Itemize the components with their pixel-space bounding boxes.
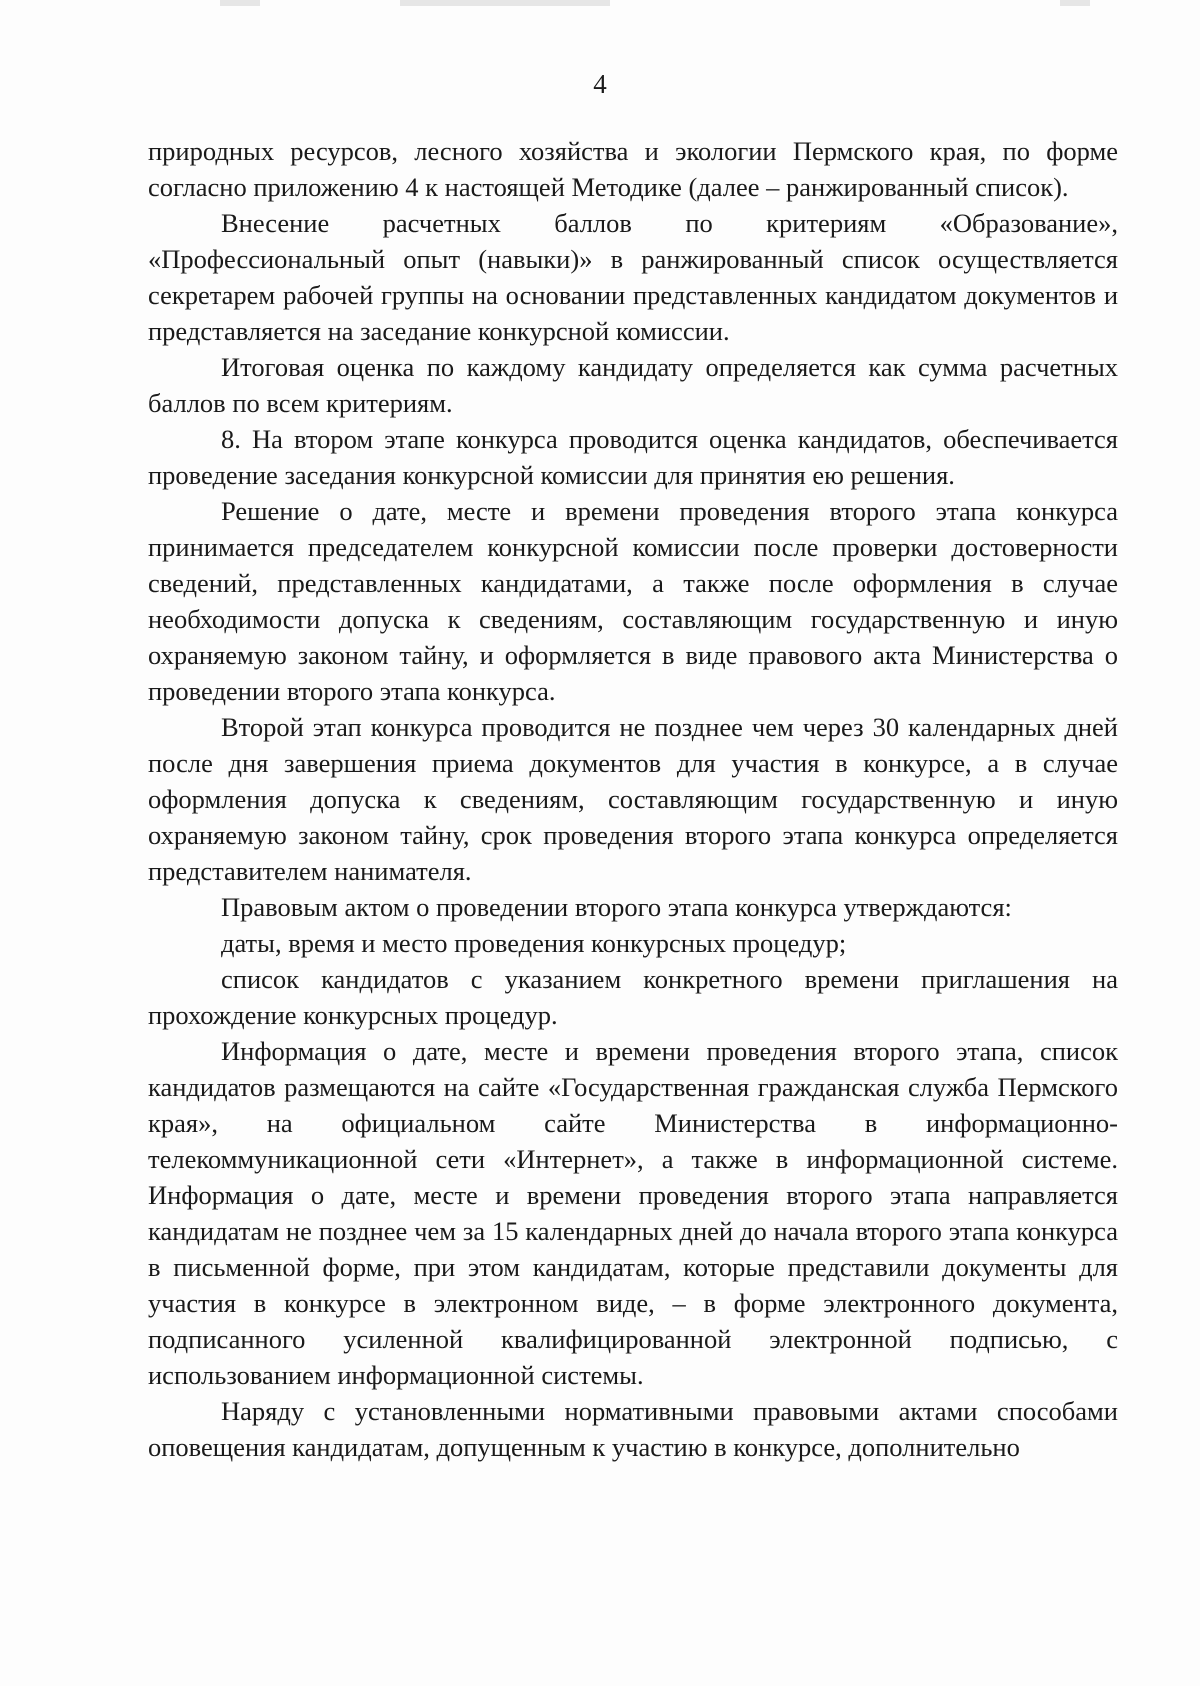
scan-artifact <box>1060 0 1090 6</box>
paragraph: список кандидатов с указанием конкретного времени приглашения на прохождение конкурсных процедур. <box>148 964 1118 1030</box>
paragraph: Правовым актом о проведении второго этапа конкурса утверждаются: <box>221 892 1012 922</box>
paragraph: Наряду с установленными нормативными правовыми актами способами оповещения кандидатам, допущенным к участию в конкурсе, дополнительно <box>148 1396 1118 1462</box>
paragraph: даты, время и место проведения конкурсных процедур; <box>221 928 847 958</box>
paragraph: Решение о дате, месте и времени проведения второго этапа конкурса принимается председателем конкурсной комиссии после проверки достоверности сведений, представленных кандидатами, а также после оформления в случае необходимости допуска к сведениям, составляющим государственную и иную охраняемую законом тайну, и оформляется в виде правового акта Министерства о проведении второго этапа конкурса. <box>148 496 1118 706</box>
page-number: 4 <box>593 69 607 99</box>
scan-artifact <box>220 0 260 6</box>
document-body <box>148 133 1118 1465</box>
paragraph: Второй этап конкурса проводится не позднее чем через 30 календарных дней после дня завершения приема документов для участия в конкурсе, а в случае оформления допуска к сведениям, составляющим государственную и иную охраняемую законом тайну, срок проведения второго этапа конкурса определяется представителем нанимателя. <box>148 712 1118 886</box>
paragraph: Внесение расчетных баллов по критериям «Образование», «Профессиональный опыт (навыки)» в ранжированный список осуществляется секретарем рабочей группы на основании представленных кандидатом документов и представляется на заседание конкурсной комиссии. <box>148 208 1118 346</box>
paragraph: Итоговая оценка по каждому кандидату определяется как сумма расчетных баллов по всем критериям. <box>148 352 1118 418</box>
scan-artifact <box>400 0 610 6</box>
paragraph: 8. На втором этапе конкурса проводится оценка кандидатов, обеспечивается проведение заседания конкурсной комиссии для принятия ею решения. <box>148 424 1118 490</box>
paragraph: Информация о дате, месте и времени проведения второго этапа, список кандидатов размещаются на сайте «Государственная гражданская служба Пермского края», на официальном сайте Министерства в информационно-телекоммуникационной сети «Интернет», а также в информационной системе. Информация о дате, месте и времени проведения второго этапа направляется кандидатам не позднее чем за 15 календарных дней до начала второго этапа конкурса в письменной форме, при этом кандидатам, которые представили документы для участия в конкурсе в электронном виде, – в форме электронного документа, подписанного усиленной квалифицированной электронной подписью, с использованием информационной системы. <box>148 1036 1118 1390</box>
paragraph: природных ресурсов, лесного хозяйства и экологии Пермского края, по форме согласно приложению 4 к настоящей Методике (далее – ранжированный список). <box>148 136 1118 202</box>
